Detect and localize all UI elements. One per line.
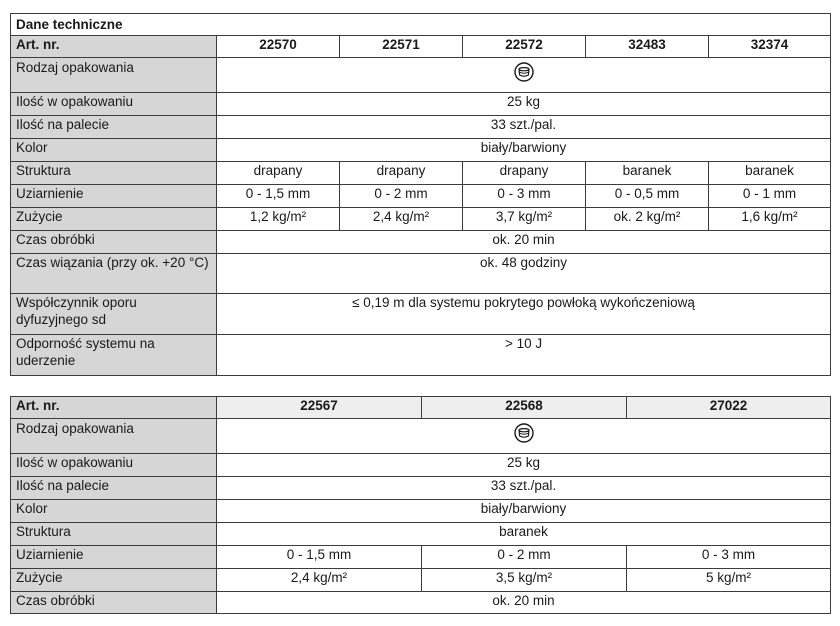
pallet-value: 33 szt./pal. <box>217 477 831 500</box>
article-32483: 32483 <box>586 36 709 58</box>
article-22570: 22570 <box>217 36 340 58</box>
quantity-label: Ilość w opakowaniu <box>11 454 217 477</box>
usage-value: 2,4 kg/m² <box>217 569 422 592</box>
usage-value: 3,7 kg/m² <box>463 208 586 231</box>
structure-value: baranek <box>709 162 831 185</box>
usage-label: Zużycie <box>11 208 217 231</box>
diffusion-label: Współczynnik oporu dyfuzyjnego sd <box>11 294 217 335</box>
packaging-type-value <box>217 419 831 454</box>
grain-label: Uziarnienie <box>11 185 217 208</box>
usage-value: 1,2 kg/m² <box>217 208 340 231</box>
diffusion-value: ≤ 0,19 m dla systemu pokrytego powłoką wykończeniową <box>217 294 831 335</box>
setting-time-value: ok. 48 godziny <box>217 254 831 294</box>
color-label: Kolor <box>11 139 217 162</box>
grain-label: Uziarnienie <box>11 546 217 569</box>
quantity-value: 25 kg <box>217 454 831 477</box>
setting-time-label: Czas wiązania (przy ok. +20 °C) <box>11 254 217 294</box>
structure-label: Struktura <box>11 523 217 546</box>
structure-value: baranek <box>217 523 831 546</box>
color-value: biały/barwiony <box>217 139 831 162</box>
pallet-label: Ilość na palecie <box>11 116 217 139</box>
impact-label: Odporność systemu na uderzenie <box>11 335 217 376</box>
structure-value: drapany <box>217 162 340 185</box>
color-label: Kolor <box>11 500 217 523</box>
quantity-value: 25 kg <box>217 93 831 116</box>
structure-value: drapany <box>340 162 463 185</box>
packaging-type-value <box>217 58 831 93</box>
usage-label: Zużycie <box>11 569 217 592</box>
article-number-label: Art. nr. <box>11 36 217 58</box>
structure-value: drapany <box>463 162 586 185</box>
technical-data-table-1 <box>10 13 831 376</box>
table-title: Dane techniczne <box>11 14 831 36</box>
work-time-label: Czas obróbki <box>11 231 217 254</box>
packaging-type-label: Rodzaj opakowania <box>11 419 217 454</box>
bucket-icon <box>514 62 534 82</box>
grain-value: 0 - 2 mm <box>422 546 627 569</box>
article-22567: 22567 <box>217 397 422 419</box>
technical-data-table-2 <box>10 396 831 614</box>
packaging-type-label: Rodzaj opakowania <box>11 58 217 93</box>
bucket-icon <box>514 423 534 443</box>
grain-value: 0 - 3 mm <box>463 185 586 208</box>
grain-value: 0 - 1,5 mm <box>217 185 340 208</box>
grain-value: 0 - 1 mm <box>709 185 831 208</box>
usage-value: 3,5 kg/m² <box>422 569 627 592</box>
usage-value: 1,6 kg/m² <box>709 208 831 231</box>
color-value: biały/barwiony <box>217 500 831 523</box>
work-time-label: Czas obróbki <box>11 592 217 614</box>
article-number-label: Art. nr. <box>11 397 217 419</box>
usage-value: ok. 2 kg/m² <box>586 208 709 231</box>
grain-value: 0 - 0,5 mm <box>586 185 709 208</box>
grain-value: 0 - 1,5 mm <box>217 546 422 569</box>
work-time-value: ok. 20 min <box>217 592 831 614</box>
article-22568: 22568 <box>422 397 627 419</box>
structure-value: baranek <box>586 162 709 185</box>
work-time-value: ok. 20 min <box>217 231 831 254</box>
pallet-label: Ilość na palecie <box>11 477 217 500</box>
grain-value: 0 - 3 mm <box>627 546 831 569</box>
impact-value: > 10 J <box>217 335 831 376</box>
grain-value: 0 - 2 mm <box>340 185 463 208</box>
article-32374: 32374 <box>709 36 831 58</box>
article-22571: 22571 <box>340 36 463 58</box>
article-22572: 22572 <box>463 36 586 58</box>
article-27022: 27022 <box>627 397 831 419</box>
pallet-value: 33 szt./pal. <box>217 116 831 139</box>
quantity-label: Ilość w opakowaniu <box>11 93 217 116</box>
usage-value: 2,4 kg/m² <box>340 208 463 231</box>
usage-value: 5 kg/m² <box>627 569 831 592</box>
structure-label: Struktura <box>11 162 217 185</box>
